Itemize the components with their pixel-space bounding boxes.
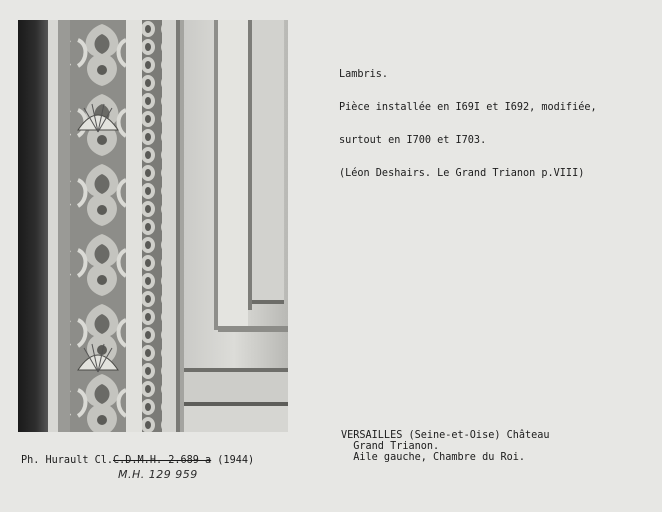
handwritten-reference: M.H. 129 959 <box>118 468 198 481</box>
photo-credit <box>21 455 254 467</box>
location-line-1: VERSAILLES (Seine-et-Oise) Château <box>341 430 550 441</box>
location-text <box>341 430 550 463</box>
caption-line-2: Pièce installée en I69I et I692, modifiée, <box>339 102 597 113</box>
caption-text <box>339 47 597 201</box>
caption-line-3: surtout en I700 et I703. <box>339 135 487 146</box>
caption-line-source: (Léon Deshairs. Le Grand Trianon p.VIII) <box>339 168 585 179</box>
credit-year: (1944) <box>217 455 255 466</box>
credit-struck-reference: C.D.M.H. 2.689 a <box>113 455 212 466</box>
location-line-2: Grand Trianon. <box>341 441 440 452</box>
location-line-3: Aile gauche, Chambre du Roi. <box>341 452 526 463</box>
caption-line-title: Lambris. <box>339 69 389 80</box>
credit-photographer: Ph. Hurault Cl. <box>21 455 114 466</box>
photograph-wood-paneling <box>18 20 288 432</box>
